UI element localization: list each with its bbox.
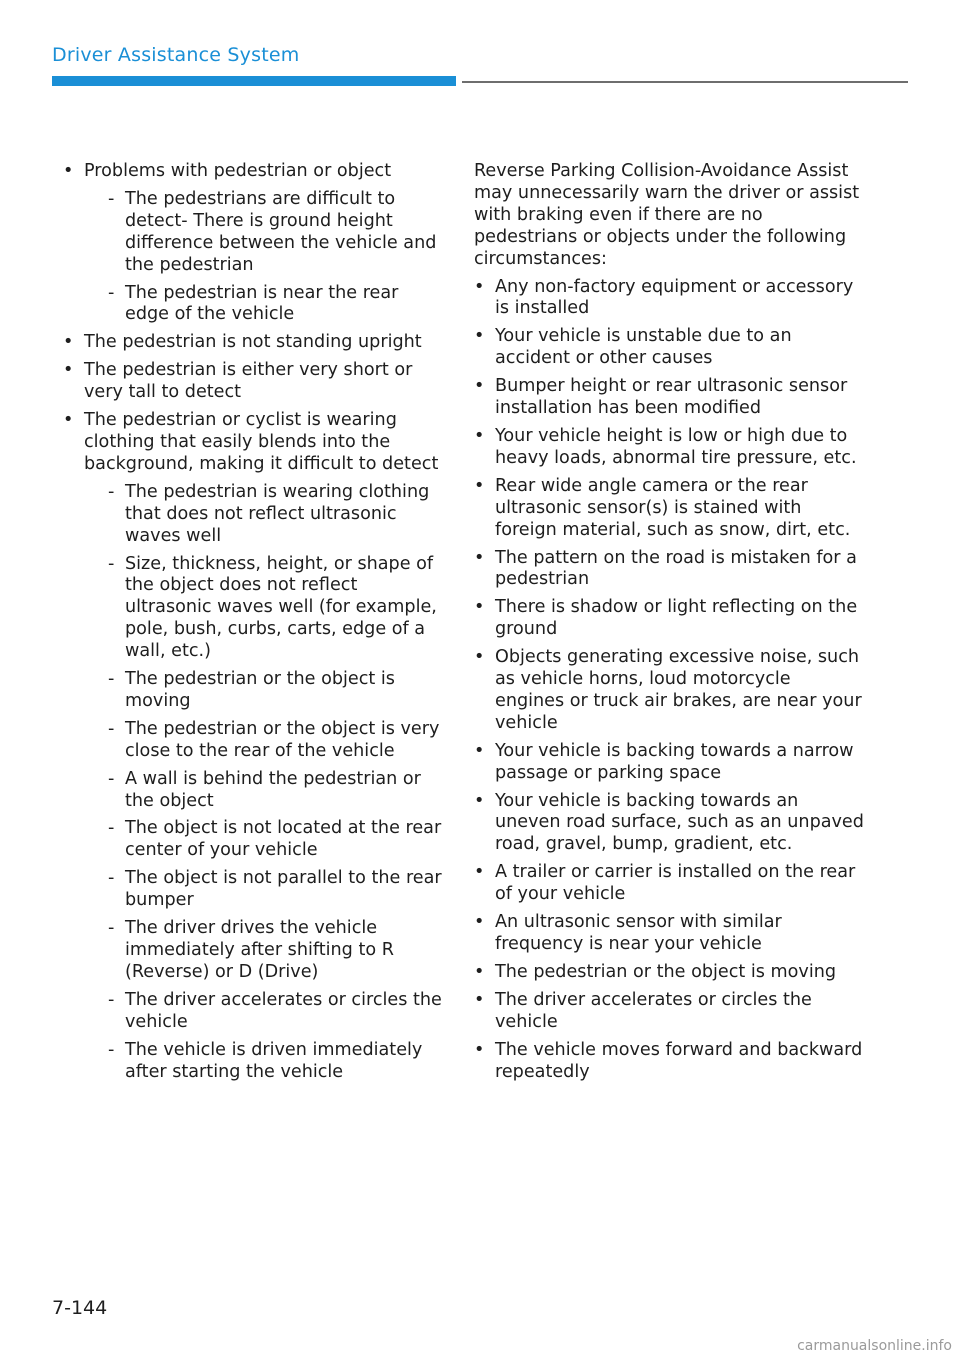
sub-item: - The pedestrian is near the rear edge of the vehicle	[84, 283, 443, 327]
bullet-item	[63, 161, 443, 326]
bullet-item: • Rear wide angle camera or the rear ultrasonic sensor(s) is stained with foreign material, such as snow, dirt, etc.	[474, 476, 864, 542]
sub-item: - The object is not parallel to the rear bumper	[84, 868, 443, 912]
watermark: carmanualsonline.info	[797, 1338, 952, 1354]
sub-item: - The pedestrians are difficult to detect- There is ground height difference between the vehicle and the pedestrian	[84, 189, 443, 277]
bullet-item: • Bumper height or rear ultrasonic sensor installation has been modified	[474, 376, 864, 420]
header-rule	[462, 81, 908, 83]
sub-item: - The pedestrian or the object is moving	[84, 669, 443, 713]
intro-paragraph: Reverse Parking Collision-Avoidance Assist may unnecessarily warn the driver or assist with braking even if there are no pedestrians or objects under the following circumstances:	[474, 161, 860, 269]
sub-item: - The pedestrian or the object is very close to the rear of the vehicle	[84, 719, 443, 763]
sub-item: - The driver drives the vehicle immediately after shifting to R (Reverse) or D (Drive)	[84, 918, 443, 984]
page-number: 7-144	[52, 1297, 108, 1319]
bullet-item: • The pedestrian is either very short or very tall to detect	[63, 360, 443, 404]
section-title: Driver Assistance System	[52, 44, 300, 66]
bullet-item: • Any non-factory equipment or accessory is installed	[474, 277, 864, 321]
left-column	[63, 161, 443, 1089]
sub-item: - The object is not located at the rear center of your vehicle	[84, 818, 443, 862]
bullet-item: • The pedestrian is not standing upright	[63, 332, 443, 354]
sub-item: - A wall is behind the pedestrian or the object	[84, 769, 443, 813]
bullet-item: • Your vehicle height is low or high due to heavy loads, abnormal tire pressure, etc.	[474, 426, 864, 470]
right-column	[474, 161, 864, 1089]
bullet-item: • The vehicle moves forward and backward repeatedly	[474, 1040, 864, 1084]
bullet-text: The pedestrian or cyclist is wearing clothing that easily blends into the background, making it difficult to detect	[84, 410, 439, 474]
bullet-item: • Your vehicle is unstable due to an accident or other causes	[474, 326, 864, 370]
sub-item: - The pedestrian is wearing clothing that does not reflect ultrasonic waves well	[84, 482, 443, 548]
bullet-item: • An ultrasonic sensor with similar frequency is near your vehicle	[474, 912, 864, 956]
bullet-item: • The driver accelerates or circles the vehicle	[474, 990, 864, 1034]
header-accent-bar	[52, 76, 456, 86]
bullet-item: • Your vehicle is backing towards an uneven road surface, such as an unpaved road, gravel, bump, gradient, etc.	[474, 791, 864, 857]
bullet-text: Problems with pedestrian or object	[84, 161, 392, 181]
bullet-item: • Your vehicle is backing towards a narrow passage or parking space	[474, 741, 864, 785]
sub-item: - The vehicle is driven immediately after starting the vehicle	[84, 1040, 443, 1084]
bullet-item: • A trailer or carrier is installed on the rear of your vehicle	[474, 862, 864, 906]
bullet-item: • Objects generating excessive noise, such as vehicle horns, loud motorcycle engines or truck air brakes, are near your vehicle	[474, 647, 864, 735]
sub-item: - The driver accelerates or circles the vehicle	[84, 990, 443, 1034]
sub-item: - Size, thickness, height, or shape of the object does not reflect ultrasonic waves well (for example, pole, bush, curbs, carts, edge of a wall, etc.)	[84, 554, 443, 664]
bullet-item: • The pattern on the road is mistaken for a pedestrian	[474, 548, 864, 592]
bullet-item: • The pedestrian or the object is moving	[474, 962, 864, 984]
bullet-item	[63, 410, 443, 1083]
bullet-item: • There is shadow or light reflecting on the ground	[474, 597, 864, 641]
